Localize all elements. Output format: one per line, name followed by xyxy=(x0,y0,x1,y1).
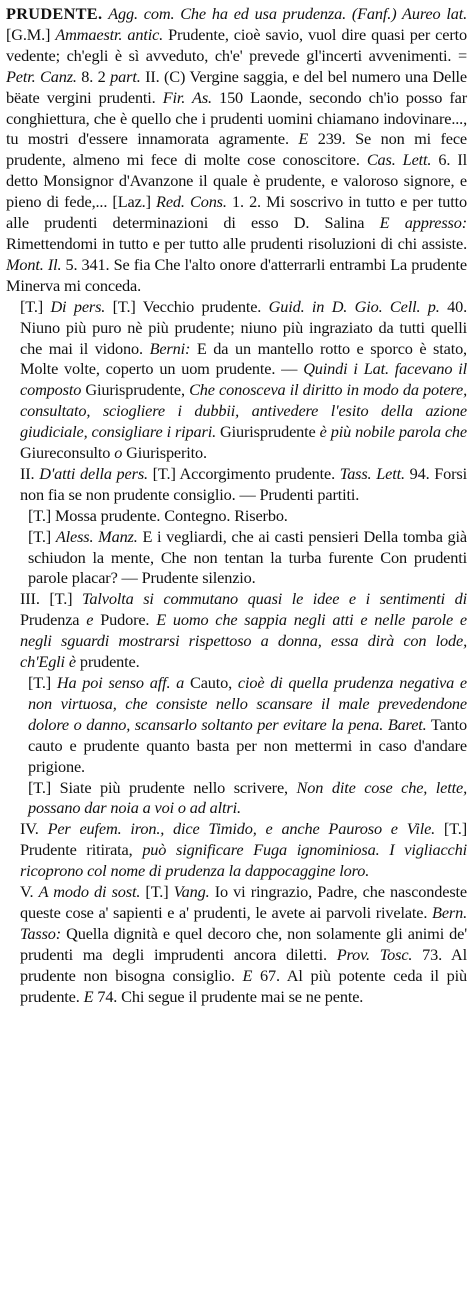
text-run: [T.] Accorgimento prudente. xyxy=(147,463,340,483)
text-run: Cauto, xyxy=(184,673,238,692)
text-run: Pudore. xyxy=(93,610,157,630)
paragraph-body xyxy=(20,589,467,671)
italic-run: part. xyxy=(110,66,141,86)
entry-paragraph-6 xyxy=(6,673,467,778)
text-run: Giurisprudente xyxy=(216,422,320,442)
italic-run: Aless. Manz. xyxy=(55,526,138,546)
italic-run: Vang. xyxy=(173,882,210,902)
italic-run: Baret. xyxy=(387,714,427,734)
text-run: II. xyxy=(20,463,40,483)
text-run: V. xyxy=(20,882,39,902)
paragraph-body xyxy=(28,673,467,776)
italic-run: E appresso: xyxy=(379,213,468,233)
italic-run: D'atti della pers. xyxy=(39,463,148,483)
paragraph-body xyxy=(20,297,467,462)
text-run: 40. Niuno più puro nè più prudente; niuno più ingraziato da tutti quelli che mai il vidono. xyxy=(20,296,467,358)
entry-paragraph-9 xyxy=(6,882,467,1007)
italic-run: Agg. com. Che ha ed usa prudenza. (Fanf.) Aureo lat. xyxy=(108,4,467,23)
paragraph-body xyxy=(20,464,467,504)
paragraph-body xyxy=(28,527,467,588)
text-run: [T.] xyxy=(20,296,51,316)
entry-paragraph-1 xyxy=(6,297,467,464)
paragraph-body xyxy=(28,778,467,818)
entry-paragraph-3 xyxy=(6,506,467,527)
italic-run: o xyxy=(114,443,123,463)
italic-run: Cas. Lett. xyxy=(366,150,432,170)
text-run: Prudente, cioè savio, vuol dire quasi per certo vedente; ch'egli è sì avveduto, ch'e' prevede gl'incerti avvenimenti. = xyxy=(6,24,467,65)
text-run: III. [T.] xyxy=(20,589,83,609)
text-run: 1. 2. Mi soscrivo in tutto e per tutto alle prudenti determinazioni di esso D. Salina xyxy=(6,192,468,233)
italic-run: Tass. Lett. xyxy=(339,463,405,483)
text-run: [T.] Mossa prudente. Contegno. Riserbo. xyxy=(28,505,288,525)
italic-run: Guid. in D. Gio. Cell. p. xyxy=(268,296,440,316)
text-run: Tanto cauto e prudente quanto basta per non mettermi in caso d'andare prigione. xyxy=(28,714,468,776)
italic-run: E xyxy=(83,986,94,1006)
italic-run: Per eufem. iron., dice Timido, e anche Pauroso e Vile. xyxy=(47,819,436,839)
text-run: Giurisperito. xyxy=(122,443,207,463)
entry-paragraph-8 xyxy=(6,819,467,882)
text-run: [T.] xyxy=(28,673,57,692)
text-run: IV. xyxy=(20,819,48,839)
text-run: [T.] Prudente ritirata, xyxy=(20,819,467,860)
entry-paragraph-7 xyxy=(6,778,467,820)
entry-paragraph-4 xyxy=(6,527,467,590)
paragraph-body xyxy=(6,4,467,295)
entry-paragraph-2 xyxy=(6,464,467,506)
text-run: Io vi ringrazio, Padre, che nascondeste queste cose a' sapienti e a' prudenti, le avete ai parvoli rivelate. xyxy=(20,882,467,922)
text-run: Rimettendomi in tutto e per tutto alle prudenti risoluzioni di chi assiste. xyxy=(6,233,467,253)
text-run: [G.M.] xyxy=(6,24,56,44)
text-run: 94. Forsi non fia se non prudente consiglio. — Prudenti partiti. xyxy=(20,463,467,504)
italic-run: Ha poi senso aff. a xyxy=(56,673,185,692)
italic-run: E uomo che sappia negli atti e nelle parole e negli sguardi mostrarsi rispettoso a donna, essa dirà con lode, ch'Egli è xyxy=(20,610,467,672)
italic-run: Bern. Tasso: xyxy=(20,902,467,943)
italic-run: Ammaestr. antic. xyxy=(55,24,164,44)
italic-run: Non dite cose che, lette, possano dar noia a voi o ad altri. xyxy=(28,777,467,818)
text-run: [T.] xyxy=(140,882,174,902)
text-run: [T.] Siate più prudente nello scrivere, xyxy=(28,777,297,797)
text-run: 74. Chi segue il prudente mai se ne pente. xyxy=(93,986,364,1006)
text-run: 67. Al più potente ceda il più prudente. xyxy=(20,965,467,1006)
italic-run: Berni: xyxy=(149,338,191,358)
text-run: Giureconsulto xyxy=(20,443,115,463)
entry-paragraph-5 xyxy=(6,589,467,673)
italic-run: è più nobile parola che xyxy=(319,422,467,442)
italic-run: può significare Fuga ignominiosa. I vigliacchi ricoprono col nome di prudenza la dappocaggine loro. xyxy=(20,840,467,881)
text-run: E da un mantello rotto e sporco è stato, Molte volte, coperto un uom prudente. — xyxy=(20,338,467,379)
text-run: 239. Se non mi fece prudente, almeno mi fece di molte cose conoscitore. xyxy=(6,129,467,170)
text-run: 8. 2 xyxy=(76,66,111,86)
text-run: 6. Il detto Monsignor d'Avanzone il quale è prudente, e valoroso signore, e pieno di fede,... [Laz.] xyxy=(6,150,467,212)
text-run: Giurisprudente, xyxy=(81,380,190,400)
text-run: [T.] xyxy=(28,526,56,546)
italic-run: E xyxy=(242,965,253,985)
italic-run: Petr. Canz. xyxy=(6,66,77,86)
paragraph-body xyxy=(20,819,467,880)
italic-run: Prov. Tosc. xyxy=(336,944,413,964)
text-run: prudente. xyxy=(75,652,140,672)
paragraph-body xyxy=(28,506,288,525)
text-run: 5. 341. Se fia Che l'alto onore d'atterrarli entrambi La prudente Minerva mi conceda. xyxy=(6,254,467,295)
italic-run: A modo di sost. xyxy=(38,882,141,902)
text-run: [T.] Vecchio prudente. xyxy=(105,296,269,316)
italic-run: e xyxy=(86,610,94,630)
text-run: 150 Laonde, secondo ch'io posso far conghiettura, che è quello che i prudenti uomini chiamano indovinare..., tu mostri d'essere innamorata agramente. xyxy=(6,87,468,149)
italic-run: Quindi i Lat. facevano il composto xyxy=(20,359,467,400)
text-run: II. (C) Vergine saggia, e del bel numero una Delle bëate vergini prudenti. xyxy=(6,66,468,107)
headword: PRUDENTE. xyxy=(6,4,103,23)
text-run: Prudenza xyxy=(20,610,87,630)
italic-run: Red. Cons. xyxy=(156,192,227,212)
italic-run: E xyxy=(298,129,309,149)
text-run: 73. Al prudente non bisogna consiglio. xyxy=(20,944,467,985)
italic-run: Talvolta si commutano quasi le idee e i sentimenti di xyxy=(82,589,467,609)
entry-paragraph-0 xyxy=(6,4,467,297)
italic-run: Che conosceva il diritto in modo da potere, consultato, sciogliere i dubbii, antivedere l'esito della azione giudiciale, consigliare i ripari. xyxy=(20,380,468,442)
italic-run: Di pers. xyxy=(50,296,106,316)
italic-run: Mont. Il. xyxy=(6,254,62,274)
italic-run: Fir. As. xyxy=(162,87,212,107)
text-run: Quella dignità e quel decoro che, non solamente gli animi de' prudenti ma degli imprudenti ancora diletti. xyxy=(20,923,467,964)
paragraph-body xyxy=(20,882,467,1006)
text-run: E i vegliardi, che ai casti pensieri Della tomba già schiudon la mente, Che non tentan la turba furente Con prudenti parole placar? — Prudente silenzio. xyxy=(28,526,467,588)
italic-run: cioè di quella prudenza negativa e non virtuosa, che consiste nello scansare il male prevedendone dolore o danno, scansarlo soltanto per evitare la pena. xyxy=(28,673,467,734)
